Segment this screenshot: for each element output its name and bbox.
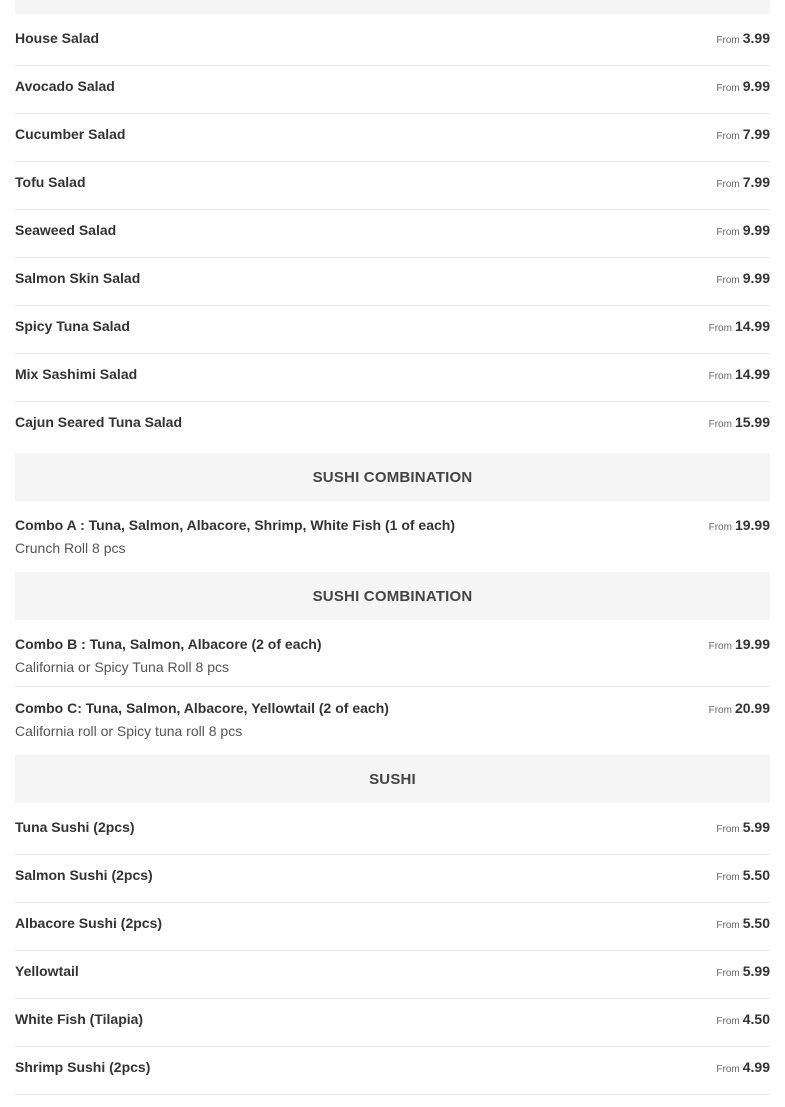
item-price (716, 222, 770, 241)
menu-item[interactable] (15, 803, 770, 855)
item-name: Tuna Sushi (2pcs) (15, 819, 135, 835)
item-price (709, 517, 770, 536)
item-name: Spicy Tuna Salad (15, 318, 130, 334)
menu-item[interactable] (15, 1047, 770, 1095)
menu-item[interactable] (15, 258, 770, 306)
item-price (709, 414, 770, 433)
from-label: From (708, 522, 732, 533)
from-label: From (716, 275, 740, 286)
item-price (716, 30, 770, 49)
price-value: 14.99 (734, 366, 770, 382)
price-value: 5.50 (742, 867, 770, 883)
item-price (716, 1011, 770, 1030)
from-label: From (708, 419, 732, 430)
price-value: 9.99 (742, 78, 770, 94)
item-price (709, 636, 770, 655)
item-price (716, 174, 770, 193)
from-label: From (716, 227, 740, 238)
section-header-sushi-combination (15, 453, 770, 501)
from-label: From (716, 872, 740, 883)
item-price (716, 963, 770, 982)
from-label: From (716, 131, 740, 142)
price-value: 5.50 (742, 915, 770, 931)
item-name: Shrimp Sushi (2pcs) (15, 1059, 151, 1075)
item-description: California or Spicy Tuna Roll 8 pcs (15, 659, 229, 675)
menu-item[interactable] (15, 855, 770, 903)
section-title: SUSHI COMBINATION (312, 468, 473, 486)
item-name: Salmon Sushi (2pcs) (15, 867, 153, 883)
menu-item[interactable] (15, 306, 770, 354)
item-price (716, 819, 770, 838)
menu-item[interactable] (15, 66, 770, 114)
menu-item-combo-b[interactable] (15, 620, 770, 687)
section-title: SUSHI COMBINATION (312, 587, 473, 605)
price-value: 19.99 (734, 517, 770, 533)
section-header-sushi-combination-2 (15, 572, 770, 620)
item-name: Albacore Sushi (2pcs) (15, 915, 163, 931)
price-value: 20.99 (734, 700, 770, 716)
item-name: Seaweed Salad (15, 222, 117, 238)
item-price (716, 1059, 770, 1078)
price-value: 9.99 (742, 270, 770, 286)
item-name: Salmon Skin Salad (15, 270, 141, 286)
item-description: California roll or Spicy tuna roll 8 pcs (15, 723, 243, 739)
item-description: Crunch Roll 8 pcs (15, 540, 126, 556)
item-name: Cucumber Salad (15, 126, 126, 142)
from-label: From (716, 179, 740, 190)
price-value: 9.99 (742, 222, 770, 238)
menu-item[interactable] (15, 402, 770, 450)
from-label: From (716, 968, 740, 979)
item-price (716, 126, 770, 145)
item-name: Tofu Salad (15, 174, 86, 190)
menu-item[interactable] (15, 354, 770, 402)
item-name: Combo A : Tuna, Salmon, Albacore, Shrimp, White Fish (1 of each) (15, 517, 455, 533)
from-label: From (716, 1064, 740, 1075)
item-name: Cajun Seared Tuna Salad (15, 414, 183, 430)
previous-section-header (15, 0, 770, 14)
from-label: From (716, 920, 740, 931)
menu-item-combo-a[interactable] (15, 501, 770, 571)
price-value: 5.99 (742, 963, 770, 979)
from-label: From (716, 35, 740, 46)
menu-item[interactable] (15, 210, 770, 258)
price-value: 3.99 (742, 30, 770, 46)
item-price (709, 700, 770, 719)
price-value: 5.99 (742, 819, 770, 835)
item-name: Combo C: Tuna, Salmon, Albacore, Yellowtail (2 of each) (15, 700, 389, 716)
price-value: 7.99 (742, 126, 770, 142)
item-price (716, 270, 770, 289)
item-price (716, 867, 770, 886)
item-price (716, 915, 770, 934)
menu-item[interactable] (15, 114, 770, 162)
menu-item[interactable] (15, 999, 770, 1047)
item-name: Combo B : Tuna, Salmon, Albacore (2 of each) (15, 636, 322, 652)
from-label: From (716, 824, 740, 835)
section-header-sushi (15, 755, 770, 803)
item-name: White Fish (Tilapia) (15, 1011, 144, 1027)
price-value: 15.99 (734, 414, 770, 430)
item-price (716, 78, 770, 97)
price-value: 19.99 (734, 636, 770, 652)
menu-item[interactable] (15, 162, 770, 210)
from-label: From (708, 371, 732, 382)
price-value: 4.50 (742, 1011, 770, 1027)
item-name: Mix Sashimi Salad (15, 366, 138, 382)
menu-item[interactable] (15, 14, 770, 66)
item-name: Avocado Salad (15, 78, 115, 94)
menu-item[interactable] (15, 903, 770, 951)
menu-item[interactable] (15, 951, 770, 999)
from-label: From (708, 705, 732, 716)
from-label: From (716, 1016, 740, 1027)
price-value: 7.99 (742, 174, 770, 190)
from-label: From (708, 323, 732, 334)
section-title: SUSHI (369, 770, 416, 788)
item-name: House Salad (15, 30, 100, 46)
menu-item-combo-c[interactable] (15, 687, 770, 755)
item-price (709, 366, 770, 385)
from-label: From (716, 83, 740, 94)
price-value: 4.99 (742, 1059, 770, 1075)
item-price (709, 318, 770, 337)
item-name: Yellowtail (15, 963, 79, 979)
from-label: From (708, 641, 732, 652)
price-value: 14.99 (734, 318, 770, 334)
